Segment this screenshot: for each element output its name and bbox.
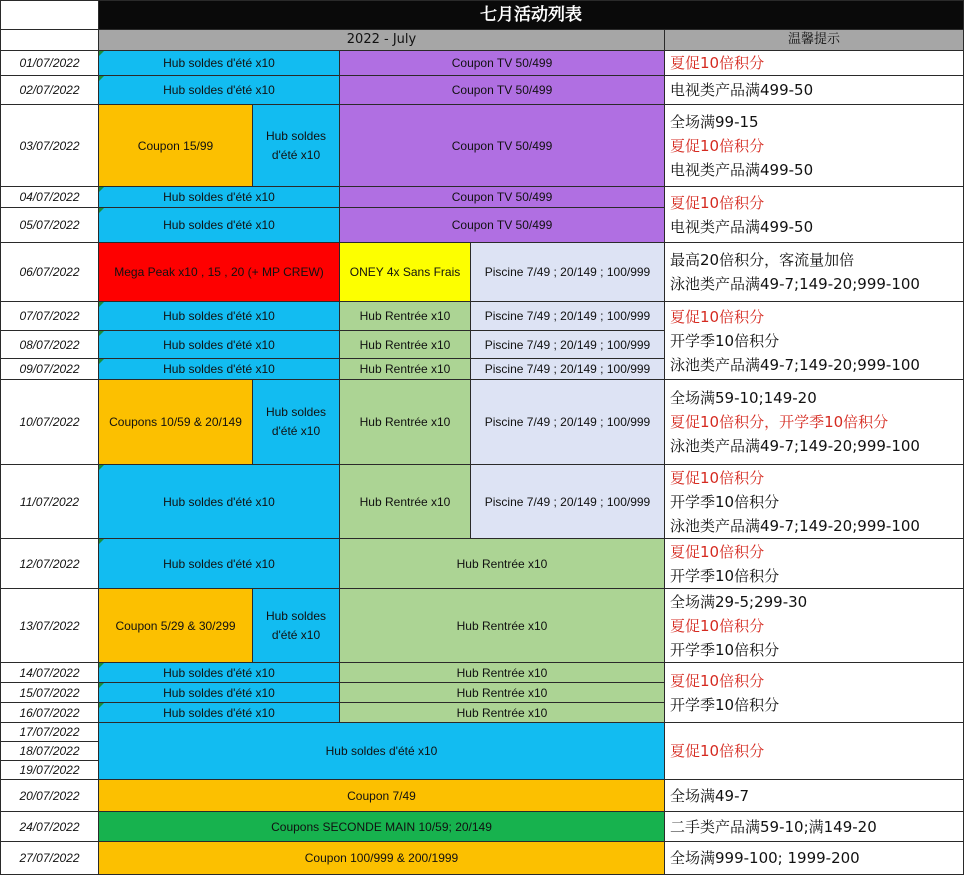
corner-cell bbox=[0, 30, 99, 51]
tip-cell bbox=[665, 76, 964, 105]
event-label-line: d'été x10 bbox=[271, 424, 321, 438]
event-hub-soldes-ete[interactable]: Hub soldes d'été x10 bbox=[99, 208, 340, 243]
event-coupon-tv[interactable]: Coupon TV 50/499 bbox=[340, 105, 665, 187]
event-hub-soldes-ete[interactable]: Hub soldes d'été x10 bbox=[99, 302, 340, 331]
event-coupon-100-999[interactable]: Coupon 100/999 & 200/1999 bbox=[99, 842, 665, 875]
event-hub-rentree[interactable]: Hub Rentrée x10 bbox=[340, 589, 665, 663]
event-mega-peak[interactable]: Mega Peak x10 , 15 , 20 (+ MP CREW) bbox=[99, 243, 340, 302]
tip-line: 夏促10倍积分 bbox=[670, 671, 765, 690]
tip-line: 电视类产品满499-50 bbox=[670, 217, 814, 236]
date-cell: 15/07/2022 bbox=[0, 683, 99, 703]
date-cell: 09/07/2022 bbox=[0, 359, 99, 380]
event-hub-rentree[interactable]: Hub Rentrée x10 bbox=[340, 703, 665, 723]
tip-line: 泳池类产品满49-7;149-20;999-100 bbox=[670, 437, 920, 455]
tip-line: 夏促10倍积分 bbox=[670, 54, 765, 72]
event-coupons-seconde-main[interactable]: Coupons SECONDE MAIN 10/59; 20/149 bbox=[99, 812, 665, 842]
event-coupon-15-99[interactable]: Coupon 15/99 bbox=[99, 105, 253, 187]
tip-cell bbox=[665, 780, 964, 812]
date-cell: 24/07/2022 bbox=[0, 812, 99, 842]
event-hub-soldes-ete[interactable]: Hub soldes d'été x10 bbox=[99, 683, 340, 703]
tip-line: 夏促10倍积分 bbox=[670, 542, 765, 561]
event-piscine[interactable]: Piscine 7/49 ; 20/149 ; 100/999 bbox=[471, 302, 665, 331]
tip-cell bbox=[665, 243, 964, 302]
event-hub-soldes-ete[interactable] bbox=[253, 105, 340, 187]
event-hub-soldes-ete[interactable]: Hub soldes d'été x10 bbox=[99, 663, 340, 683]
event-piscine[interactable]: Piscine 7/49 ; 20/149 ; 100/999 bbox=[471, 465, 665, 539]
event-hub-rentree[interactable]: Hub Rentrée x10 bbox=[340, 663, 665, 683]
tip-line: 全场满999-100; 1999-200 bbox=[670, 849, 860, 867]
tip-line: 泳池类产品满49-7;149-20;999-100 bbox=[670, 516, 920, 535]
tip-line: 开学季10倍积分 bbox=[670, 695, 780, 714]
event-hub-soldes-ete[interactable]: Hub soldes d'été x10 bbox=[99, 465, 340, 539]
event-hub-soldes-ete[interactable]: Hub soldes d'été x10 bbox=[99, 76, 340, 105]
date-cell: 02/07/2022 bbox=[0, 76, 99, 105]
tip-cell bbox=[665, 842, 964, 875]
date-cell: 20/07/2022 bbox=[0, 780, 99, 812]
tips-header: 温馨提示 bbox=[665, 30, 964, 51]
date-cell: 14/07/2022 bbox=[0, 663, 99, 683]
event-coupon-tv[interactable]: Coupon TV 50/499 bbox=[340, 51, 665, 76]
tip-line: 夏促10倍积分 bbox=[670, 616, 765, 635]
event-hub-soldes-ete[interactable] bbox=[253, 589, 340, 663]
event-hub-soldes-ete[interactable] bbox=[253, 380, 340, 465]
event-piscine[interactable]: Piscine 7/49 ; 20/149 ; 100/999 bbox=[471, 243, 665, 302]
tip-line: 全场满59-10;149-20 bbox=[670, 389, 817, 407]
date-cell: 19/07/2022 bbox=[0, 761, 99, 780]
event-label-line: Hub soldes bbox=[265, 405, 327, 419]
tip-line: 二手类产品满59-10;满149-20 bbox=[670, 817, 877, 836]
date-cell: 03/07/2022 bbox=[0, 105, 99, 187]
event-label-line: Hub soldes bbox=[265, 128, 327, 143]
tip-line: 最高20倍积分，客流量加倍 bbox=[670, 251, 855, 269]
event-hub-rentree[interactable]: Hub Rentrée x10 bbox=[340, 380, 471, 465]
event-hub-rentree[interactable]: Hub Rentrée x10 bbox=[340, 465, 471, 539]
event-hub-soldes-ete[interactable]: Hub soldes d'été x10 bbox=[99, 359, 340, 380]
event-coupon-tv[interactable]: Coupon TV 50/499 bbox=[340, 208, 665, 243]
event-hub-rentree[interactable]: Hub Rentrée x10 bbox=[340, 359, 471, 380]
event-oney[interactable]: ONEY 4x Sans Frais bbox=[340, 243, 471, 302]
date-cell: 27/07/2022 bbox=[0, 842, 99, 875]
date-cell: 17/07/2022 bbox=[0, 723, 99, 742]
event-piscine[interactable]: Piscine 7/49 ; 20/149 ; 100/999 bbox=[471, 380, 665, 465]
date-cell: 11/07/2022 bbox=[0, 465, 99, 539]
tip-cell bbox=[665, 663, 964, 723]
tip-cell bbox=[665, 187, 964, 243]
tip-cell bbox=[665, 380, 964, 465]
tip-cell bbox=[665, 51, 964, 76]
date-cell: 05/07/2022 bbox=[0, 208, 99, 243]
event-hub-soldes-ete[interactable]: Hub soldes d'été x10 bbox=[99, 723, 665, 780]
tip-line: 开学季10倍积分 bbox=[670, 492, 780, 511]
tip-line: 夏促10倍积分 bbox=[670, 193, 765, 212]
date-cell: 07/07/2022 bbox=[0, 302, 99, 331]
event-hub-soldes-ete[interactable]: Hub soldes d'été x10 bbox=[99, 187, 340, 208]
tip-line: 泳池类产品满49-7;149-20;999-100 bbox=[670, 355, 920, 374]
tip-line: 夏促10倍积分 bbox=[670, 136, 765, 155]
date-cell: 04/07/2022 bbox=[0, 187, 99, 208]
event-label-line: Hub soldes bbox=[265, 608, 327, 623]
event-piscine[interactable]: Piscine 7/49 ; 20/149 ; 100/999 bbox=[471, 359, 665, 380]
event-hub-soldes-ete[interactable]: Hub soldes d'été x10 bbox=[99, 703, 340, 723]
event-coupon-tv[interactable]: Coupon TV 50/499 bbox=[340, 76, 665, 105]
tip-line: 全场满49-7 bbox=[670, 786, 750, 805]
date-cell: 18/07/2022 bbox=[0, 742, 99, 761]
event-hub-soldes-ete[interactable]: Hub soldes d'été x10 bbox=[99, 539, 340, 589]
event-piscine[interactable]: Piscine 7/49 ; 20/149 ; 100/999 bbox=[471, 331, 665, 359]
date-cell: 16/07/2022 bbox=[0, 703, 99, 723]
tip-cell bbox=[665, 465, 964, 539]
tip-cell bbox=[665, 812, 964, 842]
event-hub-soldes-ete[interactable]: Hub soldes d'été x10 bbox=[99, 51, 340, 76]
tip-cell bbox=[665, 723, 964, 780]
tip-cell bbox=[665, 589, 964, 663]
event-coupons-10-59[interactable]: Coupons 10/59 & 20/149 bbox=[99, 380, 253, 465]
tip-line: 全场满99-15 bbox=[670, 112, 759, 131]
tip-line: 夏促10倍积分 bbox=[670, 307, 765, 326]
corner-cell bbox=[0, 0, 99, 30]
date-cell: 13/07/2022 bbox=[0, 589, 99, 663]
date-cell: 01/07/2022 bbox=[0, 51, 99, 76]
event-coupon-tv[interactable]: Coupon TV 50/499 bbox=[340, 187, 665, 208]
tip-line: 开学季10倍积分 bbox=[670, 566, 780, 585]
tip-line: 夏促10倍积分 bbox=[670, 742, 765, 760]
tip-line: 电视类产品满499-50 bbox=[670, 160, 814, 179]
event-hub-rentree[interactable]: Hub Rentrée x10 bbox=[340, 539, 665, 589]
tip-line: 开学季10倍积分 bbox=[670, 640, 780, 659]
tip-line: 泳池类产品满49-7;149-20;999-100 bbox=[670, 275, 920, 293]
tip-cell bbox=[665, 539, 964, 589]
tip-line: 夏促10倍积分，开学季10倍积分 bbox=[670, 413, 889, 431]
date-cell: 06/07/2022 bbox=[0, 243, 99, 302]
tip-line: 开学季10倍积分 bbox=[670, 331, 780, 350]
event-hub-rentree[interactable]: Hub Rentrée x10 bbox=[340, 683, 665, 703]
event-coupon-7-49[interactable]: Coupon 7/49 bbox=[99, 780, 665, 812]
event-label-line: d'été x10 bbox=[271, 627, 321, 642]
tip-line: 全场满29-5;299-30 bbox=[670, 592, 808, 611]
date-cell: 12/07/2022 bbox=[0, 539, 99, 589]
event-hub-rentree[interactable]: Hub Rentrée x10 bbox=[340, 331, 471, 359]
tip-line: 电视类产品满499-50 bbox=[670, 81, 814, 99]
event-hub-soldes-ete[interactable]: Hub soldes d'été x10 bbox=[99, 331, 340, 359]
month-header: 2022 - July bbox=[99, 30, 665, 51]
tip-line: 夏促10倍积分 bbox=[670, 468, 765, 487]
date-cell: 10/07/2022 bbox=[0, 380, 99, 465]
event-label-line: d'été x10 bbox=[271, 147, 321, 162]
event-coupon-5-29[interactable]: Coupon 5/29 & 30/299 bbox=[99, 589, 253, 663]
tip-cell bbox=[665, 302, 964, 380]
sheet-title: 七月活动列表 bbox=[99, 0, 964, 30]
tip-cell bbox=[665, 105, 964, 187]
event-hub-rentree[interactable]: Hub Rentrée x10 bbox=[340, 302, 471, 331]
date-cell: 08/07/2022 bbox=[0, 331, 99, 359]
